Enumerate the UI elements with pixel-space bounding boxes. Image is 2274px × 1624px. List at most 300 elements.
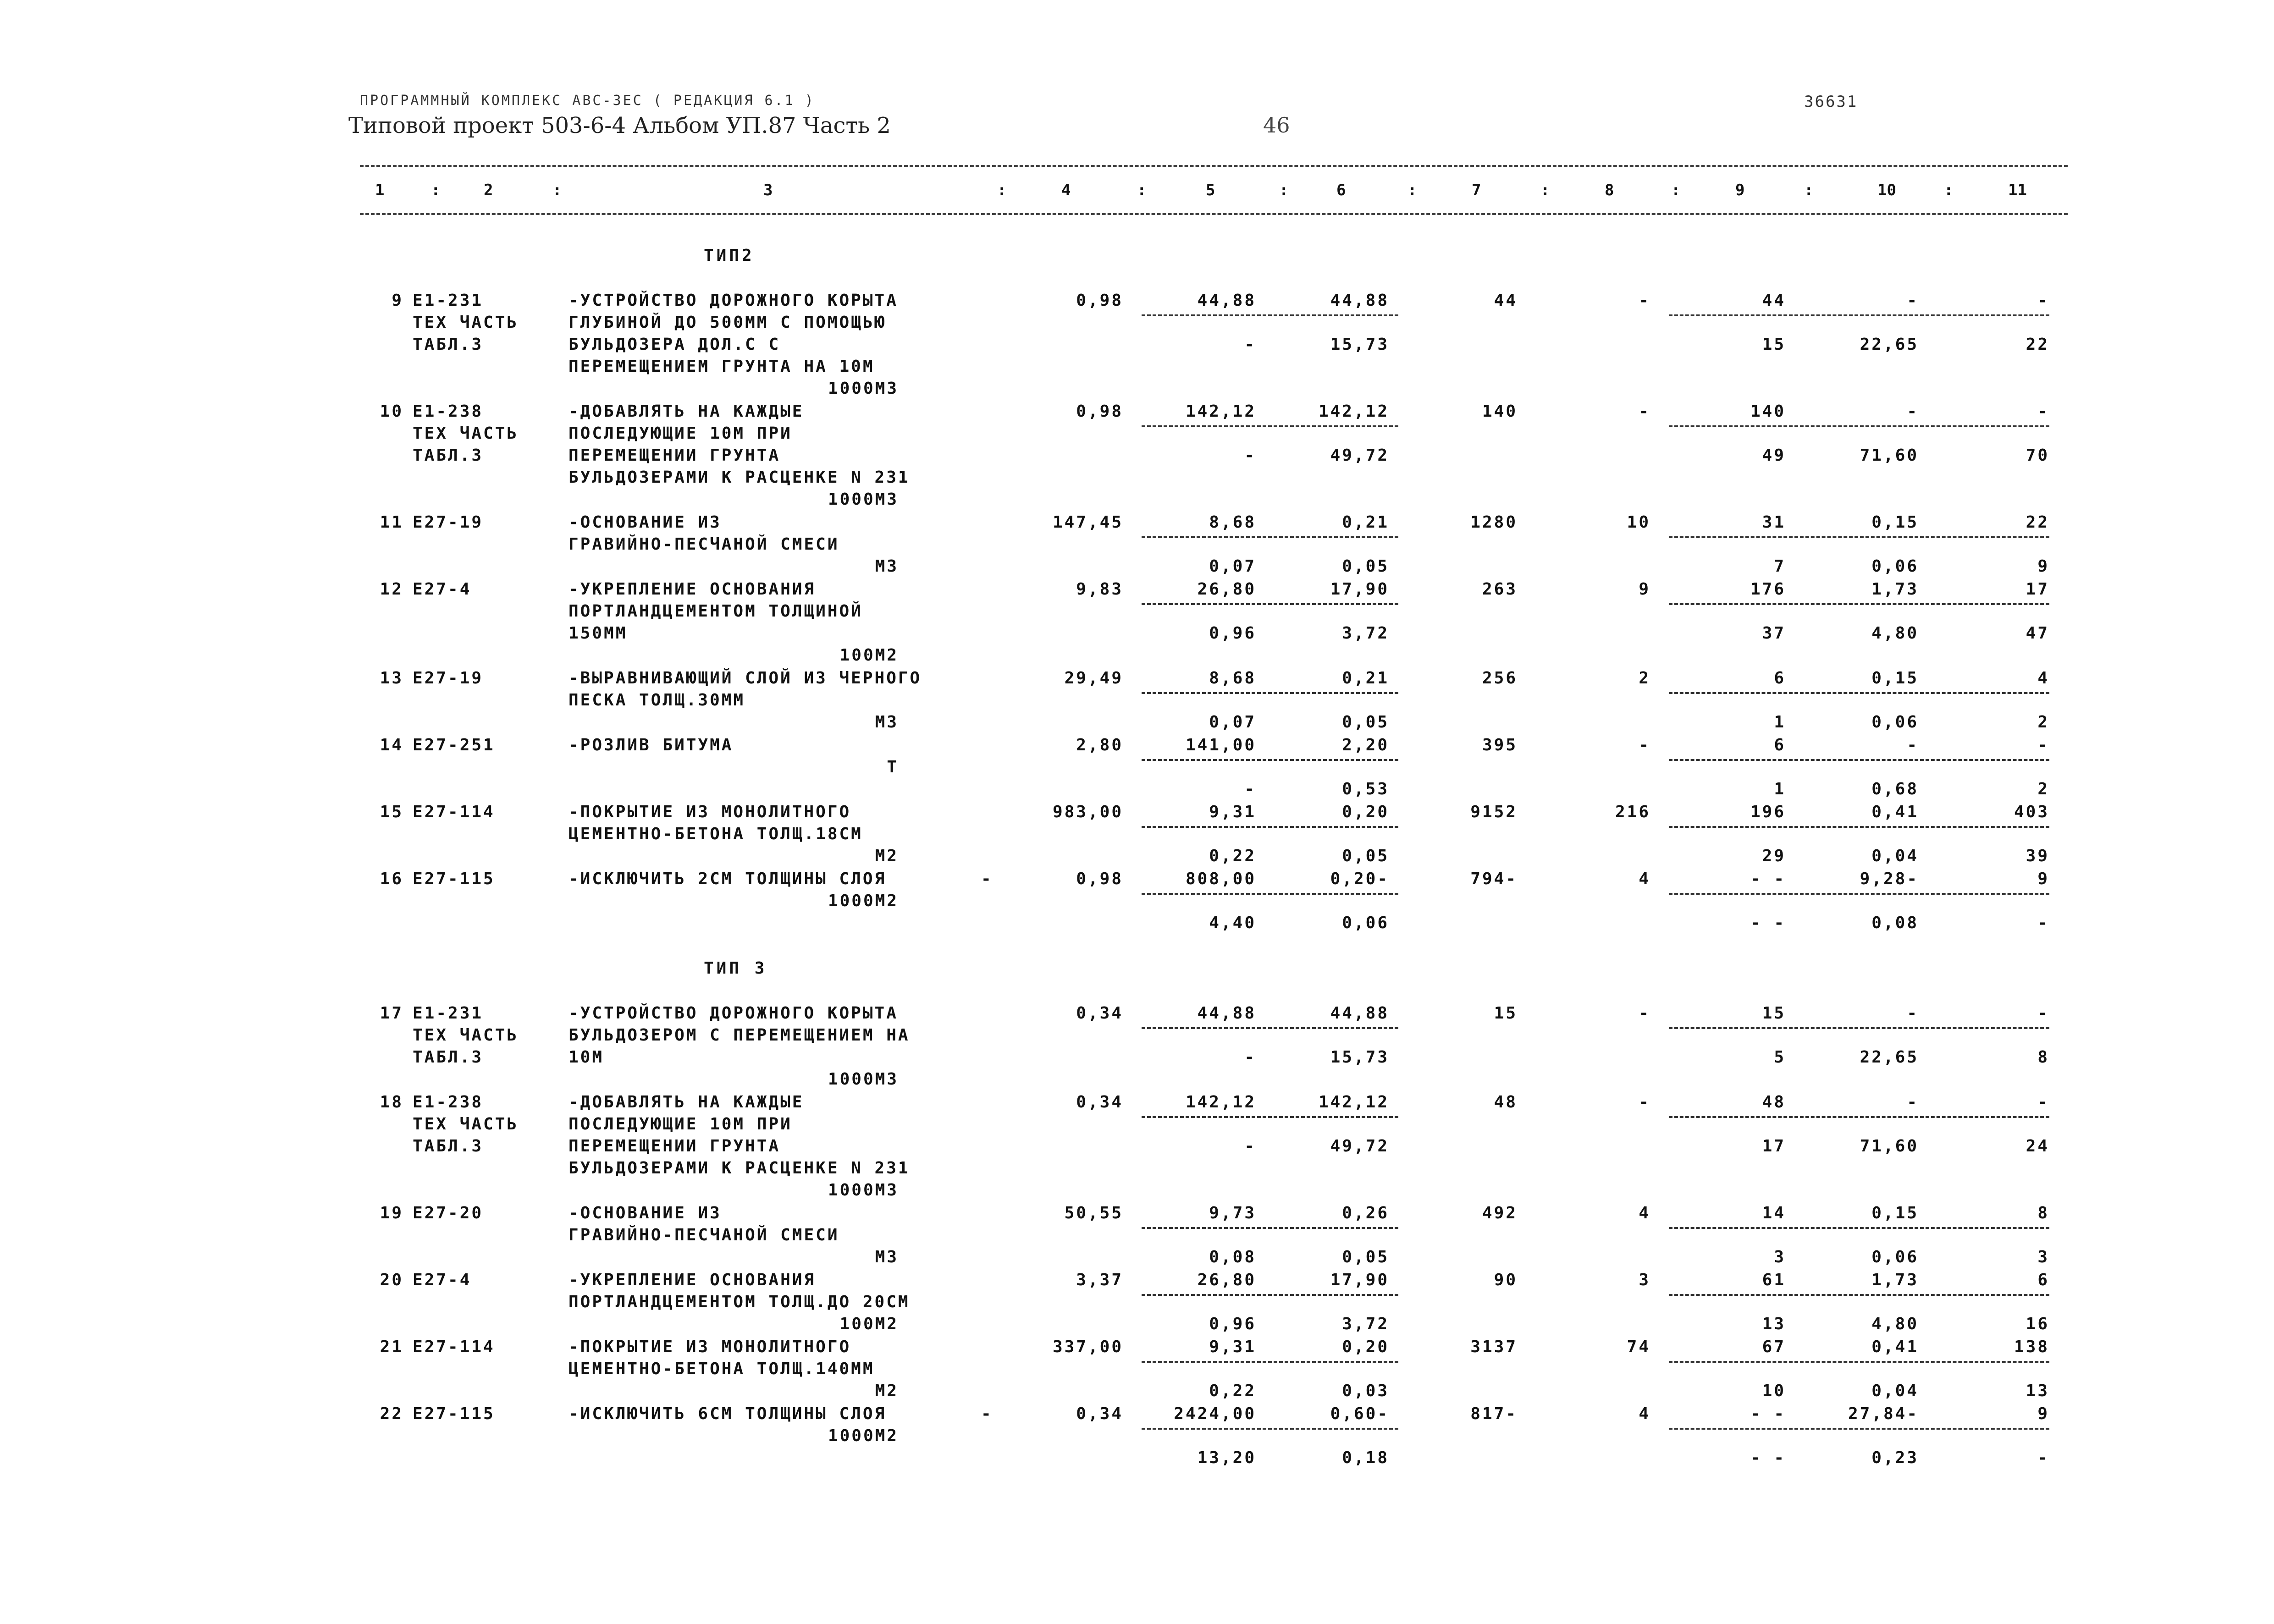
work-description: ПОСЛЕДУЮЩИЕ 10М ПРИ <box>568 424 792 443</box>
cell-c9: 176 <box>1750 580 1786 599</box>
work-description: ГРАВИЙНО-ПЕСЧАНОЙ СМЕСИ <box>568 1226 839 1244</box>
cell-q: 337,00 <box>1052 1338 1123 1356</box>
cell-c10b: 0,06 <box>1871 1248 1919 1266</box>
cell-c5b: 13,20 <box>1197 1448 1256 1467</box>
cell-c10: 27,84- <box>1848 1404 1919 1423</box>
work-description: БУЛЬДОЗЕРА ДОЛ.С С <box>568 335 781 354</box>
cell-c11b: 8 <box>2037 1048 2049 1067</box>
cell-q: 50,55 <box>1064 1204 1123 1222</box>
unit-of-measure: 1000М3 <box>828 490 899 509</box>
minus-sign: - <box>981 870 993 888</box>
rate-code: ТЕХ ЧАСТЬ <box>413 1115 519 1134</box>
column-number-1: 1 <box>375 181 385 199</box>
cell-c6: 0,26 <box>1342 1204 1389 1222</box>
cell-c7: 3137 <box>1470 1338 1518 1356</box>
cell-c10b: 0,04 <box>1871 847 1919 865</box>
unit-of-measure: Т <box>887 758 899 776</box>
column-number-11: 11 <box>2008 181 2027 199</box>
cell-c8: 4 <box>1639 1204 1650 1222</box>
cell-c8: 3 <box>1639 1271 1650 1289</box>
rate-code: Е27-114 <box>413 1338 495 1356</box>
unit-of-measure: М2 <box>875 847 899 865</box>
work-description: ЦЕМЕНТНО-БЕТОНА ТОЛЩ.18СМ <box>568 825 863 843</box>
work-description: -ИСКЛЮЧИТЬ 6СМ ТОЛЩИНЫ СЛОЯ <box>568 1404 887 1423</box>
cell-c11: 403 <box>2014 803 2049 821</box>
cell-q: 0,98 <box>1076 402 1123 421</box>
cell-c5: 142,12 <box>1185 1093 1256 1112</box>
cell-c10: 0,15 <box>1871 1204 1919 1222</box>
row-number: 12 <box>380 580 403 599</box>
program-header: ПРОГРАММНЫЙ КОМПЛЕКС АВС-ЗЕС ( РЕДАКЦИЯ 6.1 ) <box>360 93 815 109</box>
work-description: -УСТРОЙСТВО ДОРОЖНОГО КОРЫТА <box>568 1004 898 1023</box>
cell-c9b: 5 <box>1774 1048 1786 1067</box>
cell-c7: 90 <box>1494 1271 1518 1289</box>
cell-q: 2,80 <box>1076 736 1123 754</box>
subtotal-rule <box>1142 1428 1398 1430</box>
work-description: ПОРТЛАНДЦЕМЕНТОМ ТОЛЩ.ДО 20СМ <box>568 1293 910 1311</box>
cell-c10b: 22,65 <box>1860 1048 1919 1067</box>
column-number-3: 3 <box>763 181 773 199</box>
rate-code: ТАБЛ.3 <box>413 1137 484 1156</box>
cell-c6: 142,12 <box>1318 1093 1389 1112</box>
cell-c8: - <box>1639 1093 1650 1112</box>
row-number: 21 <box>380 1338 403 1356</box>
cell-c10: 0,15 <box>1871 669 1919 688</box>
cell-c5: 9,31 <box>1209 1338 1256 1356</box>
cell-c9b: 29 <box>1762 847 1786 865</box>
cell-c9b: - - <box>1750 914 1786 932</box>
subtotal-rule <box>1669 1361 2049 1363</box>
subtotal-rule <box>1669 1027 2049 1029</box>
cell-c10: 1,73 <box>1871 580 1919 599</box>
cell-c6: 142,12 <box>1318 402 1389 421</box>
column-separator: : <box>1407 181 1417 199</box>
work-description: БУЛЬДОЗЕРОМ С ПЕРЕМЕЩЕНИЕМ НА <box>568 1026 910 1045</box>
header-rule-top <box>360 165 2068 167</box>
cell-c9b: 10 <box>1762 1382 1786 1400</box>
rate-code: ТЕХ ЧАСТЬ <box>413 1026 519 1045</box>
subtotal-rule <box>1669 692 2049 694</box>
subtotal-rule <box>1142 1294 1398 1296</box>
cell-c9: 61 <box>1762 1271 1786 1289</box>
cell-c6b: 3,72 <box>1342 1315 1389 1333</box>
cell-c10: - <box>1907 1004 1919 1023</box>
work-description: -ПОКРЫТИЕ ИЗ МОНОЛИТНОГО <box>568 803 851 821</box>
rate-code: ТАБЛ.3 <box>413 335 484 354</box>
subtotal-rule <box>1142 603 1398 605</box>
row-number: 22 <box>380 1404 403 1423</box>
cell-c5b: 0,08 <box>1209 1248 1256 1266</box>
cell-c7: 263 <box>1482 580 1518 599</box>
cell-c9: 140 <box>1750 402 1786 421</box>
cell-c7: 1280 <box>1470 513 1518 532</box>
cell-c10b: 71,60 <box>1860 446 1919 465</box>
cell-c6b: 0,53 <box>1342 780 1389 798</box>
cell-c11: 6 <box>2037 1271 2049 1289</box>
cell-c9b: 13 <box>1762 1315 1786 1333</box>
cell-c10b: 0,04 <box>1871 1382 1919 1400</box>
rate-code: Е27-114 <box>413 803 495 821</box>
cell-c11b: 9 <box>2037 557 2049 576</box>
work-description: ГРАВИЙНО-ПЕСЧАНОЙ СМЕСИ <box>568 535 839 554</box>
cell-c10: 0,41 <box>1871 1338 1919 1356</box>
row-number: 15 <box>380 803 403 821</box>
cell-c5: 8,68 <box>1209 669 1256 688</box>
rate-code: Е27-4 <box>413 580 472 599</box>
work-description: -ДОБАВЛЯТЬ НА КАЖДЫЕ <box>568 1093 804 1112</box>
cell-c5: 9,73 <box>1209 1204 1256 1222</box>
cell-c6b: 49,72 <box>1330 446 1389 465</box>
cell-c9: 6 <box>1774 669 1786 688</box>
subtotal-rule <box>1669 893 2049 895</box>
cell-c6b: 0,06 <box>1342 914 1389 932</box>
column-number-7: 7 <box>1472 181 1481 199</box>
work-description: -ОСНОВАНИЕ ИЗ <box>568 1204 722 1222</box>
cell-c8: 2 <box>1639 669 1650 688</box>
unit-of-measure: 1000М2 <box>828 892 899 910</box>
cell-c8: 4 <box>1639 870 1650 888</box>
cell-q: 9,83 <box>1076 580 1123 599</box>
unit-of-measure: 100М2 <box>839 646 899 665</box>
rate-code: Е1-238 <box>413 402 484 421</box>
rate-code: ТАБЛ.3 <box>413 446 484 465</box>
work-description: -ДОБАВЛЯТЬ НА КАЖДЫЕ <box>568 402 804 421</box>
cell-c8: - <box>1639 1004 1650 1023</box>
cell-c5b: 4,40 <box>1209 914 1256 932</box>
cell-c11b: - <box>2037 1448 2049 1467</box>
cell-c5: 141,00 <box>1185 736 1256 754</box>
row-number: 20 <box>380 1271 403 1289</box>
cell-c5: 8,68 <box>1209 513 1256 532</box>
cell-q: 0,34 <box>1076 1093 1123 1112</box>
cell-c9b: 3 <box>1774 1248 1786 1266</box>
column-separator: : <box>1671 181 1681 199</box>
column-separator: : <box>1279 181 1289 199</box>
subtotal-rule <box>1142 893 1398 895</box>
column-number-2: 2 <box>484 181 493 199</box>
cell-c8: - <box>1639 736 1650 754</box>
cell-c6b: 49,72 <box>1330 1137 1389 1156</box>
unit-of-measure: М3 <box>875 1248 899 1266</box>
rate-code: Е27-19 <box>413 513 484 532</box>
work-description: 10М <box>568 1048 604 1067</box>
cell-c6: 0,21 <box>1342 669 1389 688</box>
cell-c7: 9152 <box>1470 803 1518 821</box>
work-description: -ИСКЛЮЧИТЬ 2СМ ТОЛЩИНЫ СЛОЯ <box>568 870 887 888</box>
cell-c9b: 37 <box>1762 624 1786 643</box>
subtotal-rule <box>1142 425 1398 427</box>
cell-c10: - <box>1907 736 1919 754</box>
subtotal-rule <box>1142 536 1398 538</box>
cell-c5: 44,88 <box>1197 1004 1256 1023</box>
row-number: 10 <box>380 402 403 421</box>
work-description: ПЕРЕМЕЩЕНИЕМ ГРУНТА НА 10М <box>568 357 875 376</box>
cell-c11: 22 <box>2026 513 2049 532</box>
cell-c8: 9 <box>1639 580 1650 599</box>
cell-c9b: 7 <box>1774 557 1786 576</box>
cell-c5b: - <box>1244 1048 1256 1067</box>
cell-c11: - <box>2037 291 2049 310</box>
cell-c6b: 0,03 <box>1342 1382 1389 1400</box>
cell-c6b: 15,73 <box>1330 335 1389 354</box>
cell-c6b: 0,05 <box>1342 713 1389 732</box>
cell-c5b: - <box>1244 446 1256 465</box>
section-title: ТИП2 <box>704 246 755 265</box>
section-title: ТИП 3 <box>704 959 767 978</box>
cell-c5: 2424,00 <box>1174 1404 1256 1423</box>
cell-c11b: 3 <box>2037 1248 2049 1266</box>
cell-c5b: 0,96 <box>1209 624 1256 643</box>
cell-c6b: 3,72 <box>1342 624 1389 643</box>
cell-c6b: 15,73 <box>1330 1048 1389 1067</box>
cell-c11b: 24 <box>2026 1137 2049 1156</box>
subtotal-rule <box>1669 759 2049 761</box>
work-description: ЦЕМЕНТНО-БЕТОНА ТОЛЩ.140ММ <box>568 1360 875 1378</box>
rate-code: Е27-251 <box>413 736 495 754</box>
cell-c6: 44,88 <box>1330 291 1389 310</box>
work-description: БУЛЬДОЗЕРАМИ К РАСЦЕНКЕ N 231 <box>568 468 910 487</box>
cell-c5: 44,88 <box>1197 291 1256 310</box>
cell-q: 147,45 <box>1052 513 1123 532</box>
cell-c9b: 1 <box>1774 780 1786 798</box>
cell-c8: 4 <box>1639 1404 1650 1423</box>
cell-c10b: 0,06 <box>1871 557 1919 576</box>
rate-code: Е27-19 <box>413 669 484 688</box>
unit-of-measure: М2 <box>875 1382 899 1400</box>
cell-c11: - <box>2037 736 2049 754</box>
cell-c8: 10 <box>1627 513 1650 532</box>
cell-c9: - - <box>1750 870 1786 888</box>
cell-c7: 256 <box>1482 669 1518 688</box>
row-number: 18 <box>380 1093 403 1112</box>
cell-c7: 817- <box>1470 1404 1518 1423</box>
cell-c11: 17 <box>2026 580 2049 599</box>
cell-c10: 9,28- <box>1860 870 1919 888</box>
row-number: 16 <box>380 870 403 888</box>
unit-of-measure: М3 <box>875 713 899 732</box>
subtotal-rule <box>1142 314 1398 316</box>
cell-c10: 0,15 <box>1871 513 1919 532</box>
cell-c9: 67 <box>1762 1338 1786 1356</box>
cell-c11b: 16 <box>2026 1315 2049 1333</box>
row-number: 13 <box>380 669 403 688</box>
column-separator: : <box>1804 181 1814 199</box>
work-description: БУЛЬДОЗЕРАМИ К РАСЦЕНКЕ N 231 <box>568 1159 910 1178</box>
cell-c11b: 22 <box>2026 335 2049 354</box>
rate-code: Е27-115 <box>413 1404 495 1423</box>
unit-of-measure: 1000М3 <box>828 379 899 398</box>
row-number: 9 <box>392 291 403 310</box>
cell-c11: 9 <box>2037 1404 2049 1423</box>
column-separator: : <box>1540 181 1550 199</box>
cell-c6b: 0,05 <box>1342 557 1389 576</box>
cell-c8: - <box>1639 291 1650 310</box>
page-number: 46 <box>1263 113 1290 138</box>
unit-of-measure: 1000М3 <box>828 1181 899 1200</box>
column-separator: : <box>1944 181 1954 199</box>
cell-c7: 48 <box>1494 1093 1518 1112</box>
cell-c5: 26,80 <box>1197 1271 1256 1289</box>
work-description: -УКРЕПЛЕНИЕ ОСНОВАНИЯ <box>568 1271 816 1289</box>
cell-c11b: 47 <box>2026 624 2049 643</box>
cell-c9: - - <box>1750 1404 1786 1423</box>
column-number-8: 8 <box>1605 181 1614 199</box>
cell-q: 0,34 <box>1076 1004 1123 1023</box>
work-description: ПЕРЕМЕЩЕНИИ ГРУНТА <box>568 1137 781 1156</box>
cell-c10: - <box>1907 291 1919 310</box>
cell-c6: 0,60- <box>1330 1404 1389 1423</box>
cell-c5b: 0,96 <box>1209 1315 1256 1333</box>
cell-c5b: - <box>1244 335 1256 354</box>
unit-of-measure: 100М2 <box>839 1315 899 1333</box>
column-separator: : <box>431 181 441 199</box>
cell-c11: - <box>2037 1093 2049 1112</box>
row-number: 19 <box>380 1204 403 1222</box>
cell-c11: - <box>2037 402 2049 421</box>
cell-c6b: 0,18 <box>1342 1448 1389 1467</box>
rate-code: Е1-231 <box>413 291 484 310</box>
cell-c9: 31 <box>1762 513 1786 532</box>
cell-c9b: 17 <box>1762 1137 1786 1156</box>
cell-c9: 6 <box>1774 736 1786 754</box>
cell-c7: 492 <box>1482 1204 1518 1222</box>
cell-c10b: 0,23 <box>1871 1448 1919 1467</box>
cell-c9: 44 <box>1762 291 1786 310</box>
cell-c9: 15 <box>1762 1004 1786 1023</box>
cell-c7: 395 <box>1482 736 1518 754</box>
column-number-4: 4 <box>1061 181 1071 199</box>
cell-q: 0,34 <box>1076 1404 1123 1423</box>
subtotal-rule <box>1142 1361 1398 1363</box>
subtotal-rule <box>1669 826 2049 828</box>
cell-c10: 1,73 <box>1871 1271 1919 1289</box>
subtotal-rule <box>1142 826 1398 828</box>
subtotal-rule <box>1669 536 2049 538</box>
cell-c8: 216 <box>1615 803 1650 821</box>
cell-c10b: 71,60 <box>1860 1137 1919 1156</box>
cell-c5: 26,80 <box>1197 580 1256 599</box>
subtotal-rule <box>1142 1227 1398 1229</box>
cell-c11b: 2 <box>2037 780 2049 798</box>
cell-c5b: 0,07 <box>1209 557 1256 576</box>
cell-c6: 0,20 <box>1342 1338 1389 1356</box>
cell-c5: 142,12 <box>1185 402 1256 421</box>
cell-c9: 14 <box>1762 1204 1786 1222</box>
cell-c11b: 70 <box>2026 446 2049 465</box>
cell-c11b: 2 <box>2037 713 2049 732</box>
cell-q: 3,37 <box>1076 1271 1123 1289</box>
work-description: ПЕРЕМЕЩЕНИИ ГРУНТА <box>568 446 781 465</box>
subtotal-rule <box>1669 1428 2049 1430</box>
cell-c6: 0,20- <box>1330 870 1389 888</box>
row-number: 14 <box>380 736 403 754</box>
rate-code: Е27-20 <box>413 1204 484 1222</box>
column-separator: : <box>1137 181 1147 199</box>
rate-code: ТЕХ ЧАСТЬ <box>413 313 519 332</box>
subtotal-rule <box>1669 425 2049 427</box>
rate-code: ТАБЛ.3 <box>413 1048 484 1067</box>
subtotal-rule <box>1669 1227 2049 1229</box>
cell-c9b: 15 <box>1762 335 1786 354</box>
cell-c6: 17,90 <box>1330 580 1389 599</box>
cell-c10b: 4,80 <box>1871 1315 1919 1333</box>
work-description: ПОСЛЕДУЮЩИЕ 10М ПРИ <box>568 1115 792 1134</box>
unit-of-measure: 1000М3 <box>828 1070 899 1089</box>
cell-q: 983,00 <box>1052 803 1123 821</box>
cell-c10: - <box>1907 402 1919 421</box>
cell-c5b: - <box>1244 780 1256 798</box>
cell-c10b: 0,68 <box>1871 780 1919 798</box>
cell-c9b: - - <box>1750 1448 1786 1467</box>
column-number-5: 5 <box>1206 181 1215 199</box>
subtotal-rule <box>1669 603 2049 605</box>
cell-c11b: 13 <box>2026 1382 2049 1400</box>
cell-c10b: 4,80 <box>1871 624 1919 643</box>
cell-c6: 0,21 <box>1342 513 1389 532</box>
cell-c11b: - <box>2037 914 2049 932</box>
cell-c9: 48 <box>1762 1093 1786 1112</box>
work-description: -ПОКРЫТИЕ ИЗ МОНОЛИТНОГО <box>568 1338 851 1356</box>
minus-sign: - <box>981 1404 993 1423</box>
cell-q: 29,49 <box>1064 669 1123 688</box>
subtotal-rule <box>1142 1116 1398 1118</box>
work-description: -УКРЕПЛЕНИЕ ОСНОВАНИЯ <box>568 580 816 599</box>
rate-code: Е1-238 <box>413 1093 484 1112</box>
cell-c9: 196 <box>1750 803 1786 821</box>
cell-c5b: - <box>1244 1137 1256 1156</box>
work-description: -УСТРОЙСТВО ДОРОЖНОГО КОРЫТА <box>568 291 898 310</box>
cell-c10b: 0,06 <box>1871 713 1919 732</box>
subtotal-rule <box>1669 1116 2049 1118</box>
cell-c7: 15 <box>1494 1004 1518 1023</box>
cell-c6b: 0,05 <box>1342 847 1389 865</box>
rate-code: ТЕХ ЧАСТЬ <box>413 424 519 443</box>
rate-code: Е1-231 <box>413 1004 484 1023</box>
work-description: -РОЗЛИВ БИТУМА <box>568 736 734 754</box>
cell-c10: - <box>1907 1093 1919 1112</box>
cell-c6: 17,90 <box>1330 1271 1389 1289</box>
cell-c5b: 0,07 <box>1209 713 1256 732</box>
cell-c7: 44 <box>1494 291 1518 310</box>
cell-c5: 808,00 <box>1185 870 1256 888</box>
unit-of-measure: 1000М2 <box>828 1426 899 1445</box>
cell-c8: 74 <box>1627 1338 1650 1356</box>
cell-c5b: 0,22 <box>1209 1382 1256 1400</box>
rate-code: Е27-115 <box>413 870 495 888</box>
document-number: 36631 <box>1804 93 1858 111</box>
subtotal-rule <box>1142 759 1398 761</box>
work-description: ПЕСКА ТОЛЩ.30ММ <box>568 691 745 710</box>
cell-c11: 138 <box>2014 1338 2049 1356</box>
column-separator: : <box>997 181 1007 199</box>
cell-c10b: 0,08 <box>1871 914 1919 932</box>
cell-c6: 2,20 <box>1342 736 1389 754</box>
cell-c6: 44,88 <box>1330 1004 1389 1023</box>
cell-c6b: 0,05 <box>1342 1248 1389 1266</box>
column-separator: : <box>552 181 562 199</box>
cell-c10: 0,41 <box>1871 803 1919 821</box>
work-description: -ОСНОВАНИЕ ИЗ <box>568 513 722 532</box>
cell-c9b: 1 <box>1774 713 1786 732</box>
column-number-10: 10 <box>1877 181 1896 199</box>
cell-c7: 140 <box>1482 402 1518 421</box>
column-number-9: 9 <box>1735 181 1745 199</box>
cell-c7: 794- <box>1470 870 1518 888</box>
column-number-6: 6 <box>1336 181 1346 199</box>
unit-of-measure: М3 <box>875 557 899 576</box>
cell-c11: - <box>2037 1004 2049 1023</box>
cell-q: 0,98 <box>1076 870 1123 888</box>
